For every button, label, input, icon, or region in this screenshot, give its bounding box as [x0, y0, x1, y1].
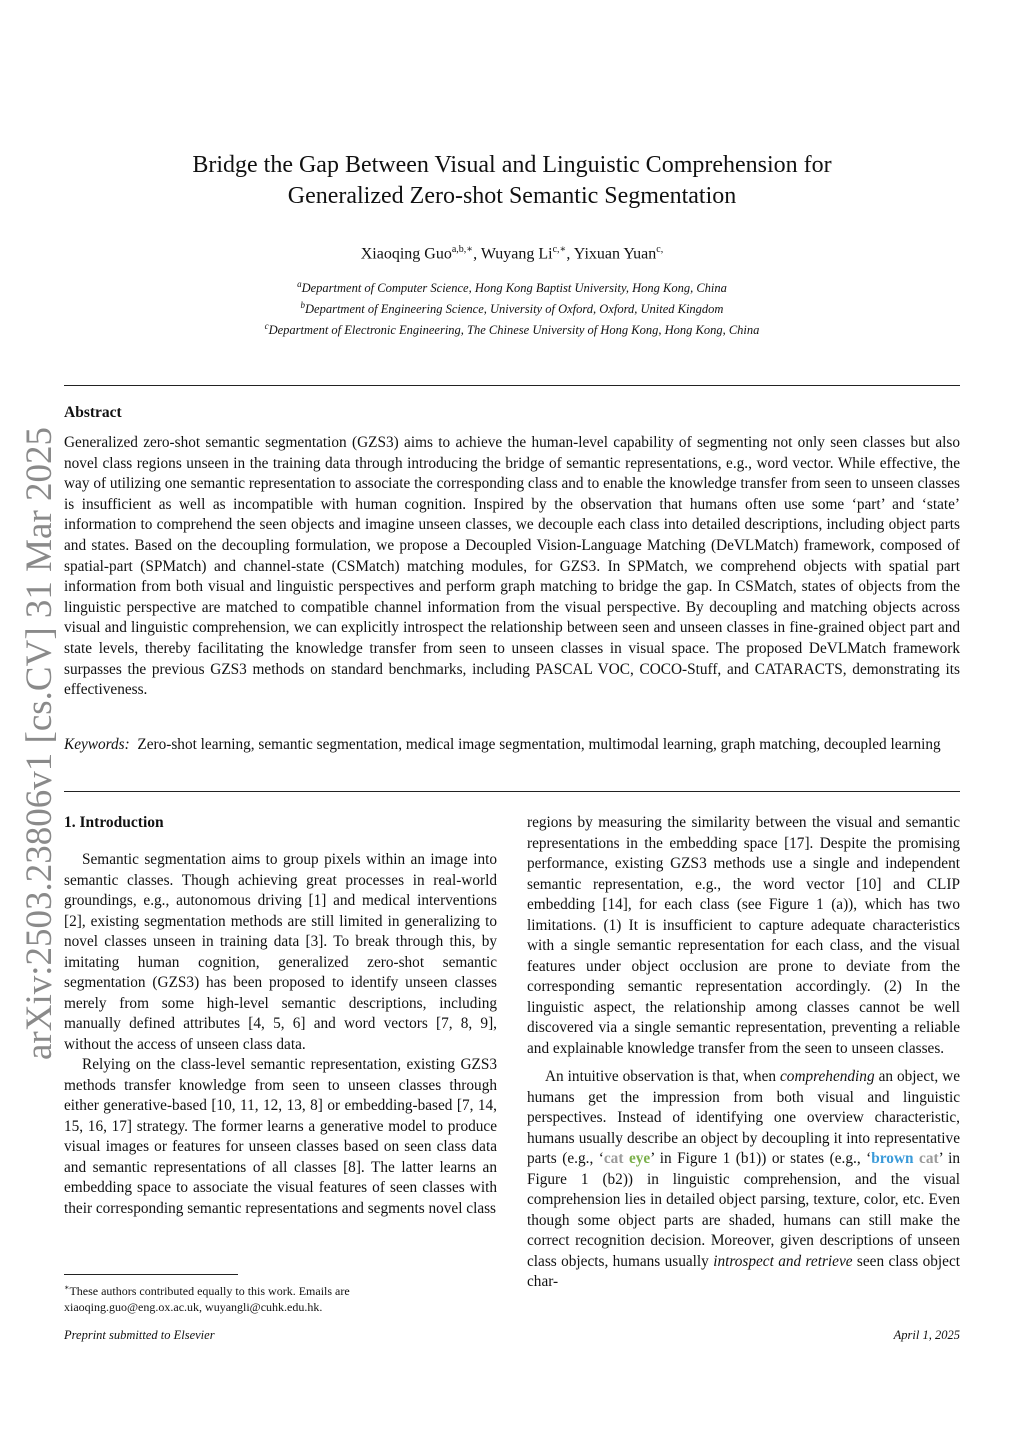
- affiliation: $^a$Department of Computer Science, Hong Kong Baptist University, Hong Kong, China: [297, 279, 727, 296]
- highlight-cat: cat: [603, 1150, 624, 1167]
- footer-preprint-note: Preprint submitted to Elsevier: [64, 1328, 215, 1342]
- author-affil-mark: c,: [656, 244, 664, 255]
- abstract-heading: Abstract: [64, 404, 122, 421]
- paragraph: regions by measuring the similarity between the visual and semantic representations in the embedding space [17]. Despite the promising performance, existing GZS3 methods use a single and independent semantic representation, e.g., the word vector [10] and CLIP embedding [14], for each class (see Figure 1 (a)), which has two limitations. (1) It is insufficient to capture adequate characteristics with a single semantic representation for each class, and the visual features under object occlusion are prone to deviate from the corresponding semantic representation accordingly. (2) In the linguistic aspect, the relationship among classes cannot be well discovered via a single semantic representation, preventing a reliable and explainable knowledge transfer from the seen to unseen classes.: [527, 814, 960, 1057]
- paragraph: Semantic segmentation aims to group pixels within an image into semantic classes. Though achieving great processes in real-world groundings, e.g., autonomous driving [1] and medical interventions [2], existing segmentation methods are still limited in generalizing to novel classes unseen in training data [3]. To break through this, by imitating human cognition, generalized zero-shot semantic segmentation (GZS3) has been proposed to identify unseen classes merely from some high-level semantic descriptions, including manually defined attributes [4, 5, 6] and word vectors [7, 8, 9], without the access of unseen class data.: [64, 851, 497, 1053]
- author-list: Xiaoqing Guo$^{a,b,∗}$, Wuyang $Li^{c,∗}$, Yixuan Yuan$^{c,}$: [360, 244, 664, 263]
- footer-date: April 1, 2025: [893, 1328, 960, 1342]
- keywords-text: Zero-shot learning, semantic segmentation, medical image segmentation, multimodal learning, graph matching, decoupled learning: [137, 736, 941, 753]
- author-name: Yixuan Yuan: [573, 245, 657, 263]
- author-affil-mark: a,b,∗: [451, 244, 474, 255]
- author-affil-mark: c,∗: [552, 244, 567, 255]
- highlight-cat: cat: [919, 1150, 939, 1167]
- title-line-1: Bridge the Gap Between Visual and Linguistic Comprehension for: [192, 152, 832, 178]
- footnote-emails: xiaoqing.guo@eng.ox.ac.uk, wuyangli@cuhk.edu.hk.: [64, 1300, 323, 1314]
- footnote: ∗These authors contributed equally to this work. Emails are xiaoqing.guo@eng.ox.ac.uk, wuyangli@cuhk.edu.hk.: [64, 1280, 497, 1315]
- author-name: Xiaoqing Guo: [360, 245, 452, 263]
- affiliation-list: [100, 276, 924, 339]
- right-column: [527, 813, 960, 1293]
- divider: [64, 791, 960, 792]
- paragraph: Relying on the class-level semantic representation, existing GZS3 methods transfer knowledge from seen to unseen classes through either generative-based [10, 11, 12, 13, 8] or embedding-based [7, 14, 15, 16, 17] strategy. The former learns a generative model to produce visual images or features for unseen classes based on seen class data and semantic representations of all classes [8]. The latter learns an embedding space to associate the visual features of seen classes with their corresponding semantic representations and segments novel class: [64, 1056, 497, 1217]
- keywords: [64, 735, 960, 756]
- affiliation: $^b$Department of Engineering Science, University of Oxford, Oxford, United Kingdom: [300, 300, 724, 317]
- paragraph: An intuitive observation is that, when comprehending an object, we humans get the impression from both visual and linguistic perspectives. Instead of identifying one overview characteristic, humans usually describe an object by decoupling it into representative parts (e.g., ‘cat eye’ in Figure 1 (b1)) or states (e.g., ‘brown cat’ in Figure 1 (b2)) in linguistic comprehension, and the visual comprehension lies in detailed object parsing, texture, color, etc. Even though some object parts are shaded, humans can still make the correct recognition decision. Moreover, given descriptions of unseen class objects, humans usually introspect and retrieve seen class object char-: [527, 1068, 960, 1290]
- footnote-divider: [64, 1274, 238, 1275]
- affiliation: $^c$Department of Electronic Engineering, The Chinese University of Hong Kong, Hong Kong, China: [264, 321, 760, 338]
- arxiv-identifier: arXiv:2503.23806v1 [cs.CV] 31 Mar 2025: [19, 426, 60, 1060]
- highlight-brown: brown: [871, 1150, 914, 1167]
- keywords-label: Keywords:: [64, 736, 130, 753]
- highlight-eye: eye: [628, 1150, 651, 1167]
- paper-title: [100, 150, 924, 212]
- title-line-2: Generalized Zero-shot Semantic Segmentation: [287, 183, 737, 209]
- author-name: Wuyang Li: [480, 245, 553, 263]
- left-column: [64, 813, 497, 1219]
- section-heading: 1. Introduction: [64, 814, 164, 831]
- abstract-text: Generalized zero-shot semantic segmentation (GZS3) aims to achieve the human-level capability of segmenting not only seen classes but also novel class regions unseen in the training data through introducing the bridge of semantic representations, e.g., word vector. While effective, the way of utilizing one semantic representation to associate the corresponding class and to enable the knowledge transfer from seen to unseen classes is insufficient as well as incompatible with human cognition. Inspired by the observation that humans often use some ‘part’ and ‘state’ information to comprehend the seen objects and imagine unseen classes, we decouple each class into detailed descriptions, including object parts and states. Based on the decoupling formulation, we propose a Decoupled Vision-Language Matching (DeVLMatch) framework, composed of spatial-part (SPMatch) and channel-state (CSMatch) matching modules, for GZS3. In SPMatch, we comprehend objects with spatial part information from both visual and linguistic perspectives and perform graph matching to bridge the gap. In CSMatch, states of objects from the linguistic perspective are matched to compatible channel information from the visual perspective. By decoupling and matching objects across visual and linguistic comprehension, we can explicitly introspect the relationship between seen and unseen classes in fine-grained object part and state levels, thereby facilitating the knowledge transfer from seen to unseen classes in visual space. The proposed DeVLMatch framework surpasses the previous GZS3 methods on standard benchmarks, including PASCAL VOC, COCO-Stuff, and CATARACTS, demonstrating its effectiveness.: [64, 434, 960, 699]
- divider: [64, 385, 960, 386]
